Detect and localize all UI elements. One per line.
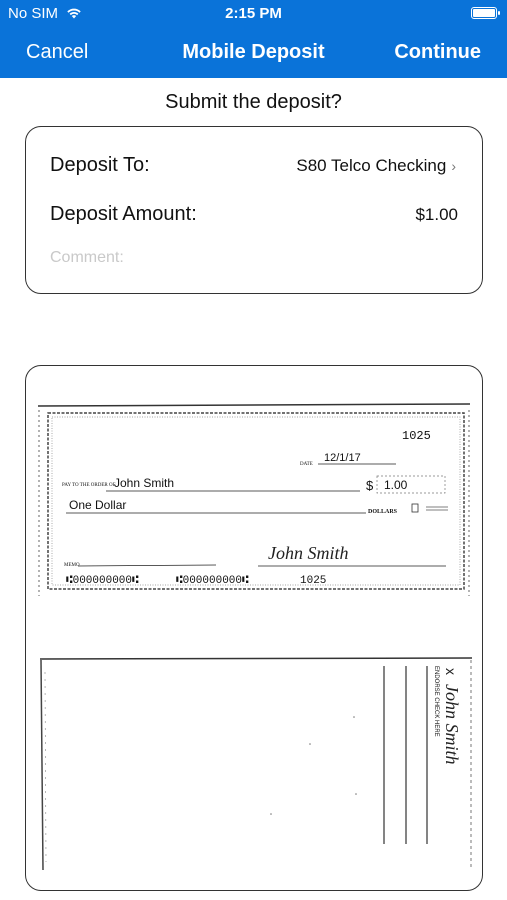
cancel-button[interactable]: Cancel [26, 41, 89, 63]
endorse-label: ENDORSE CHECK HERE [433, 666, 439, 737]
page-title: Mobile Deposit [182, 41, 325, 63]
chevron-right-icon: › [451, 158, 456, 174]
check-amount: 1.00 [384, 478, 408, 492]
comment-field[interactable]: Comment: [50, 249, 124, 266]
date-label: DATE [300, 462, 313, 467]
endorsement-x: x [443, 668, 459, 675]
clock: 2:15 PM [225, 5, 282, 22]
check-front-image[interactable] [36, 396, 472, 598]
deposit-to-label: Deposit To: [50, 154, 150, 176]
confirm-prompt: Submit the deposit? [165, 91, 342, 113]
memo-label: MEMO [64, 563, 80, 568]
micr-routing: ⑆000000000⑆ [66, 575, 139, 587]
deposit-to-account-selector[interactable] [296, 156, 456, 176]
continue-button[interactable]: Continue [394, 41, 481, 63]
navigation-bar [0, 28, 507, 78]
check-date: 12/1/17 [324, 452, 361, 464]
signature: John Smith [268, 543, 349, 563]
deposit-details-card [25, 126, 483, 294]
written-amount: One Dollar [69, 498, 127, 512]
check-back-image[interactable] [38, 652, 474, 872]
deposit-amount-label: Deposit Amount: [50, 203, 197, 225]
status-bar [0, 0, 507, 28]
dollars-label: DOLLARS [368, 509, 398, 515]
carrier-label: No SIM [8, 5, 59, 22]
endorsement-signature: John Smith [442, 684, 462, 765]
deposit-to-value: S80 Telco Checking [296, 156, 447, 175]
check-number: 1025 [402, 429, 431, 443]
dollar-sign: $ [366, 478, 374, 493]
deposit-amount-value: $1.00 [415, 205, 458, 224]
pay-to-label: PAY TO THE ORDER OF [62, 483, 116, 488]
check-payee: John Smith [114, 476, 175, 490]
check-images-card [25, 365, 483, 891]
micr-check-number: 1025 [300, 575, 327, 587]
micr-account: ⑆000000000⑆ [176, 575, 249, 587]
battery-icon [471, 7, 497, 19]
